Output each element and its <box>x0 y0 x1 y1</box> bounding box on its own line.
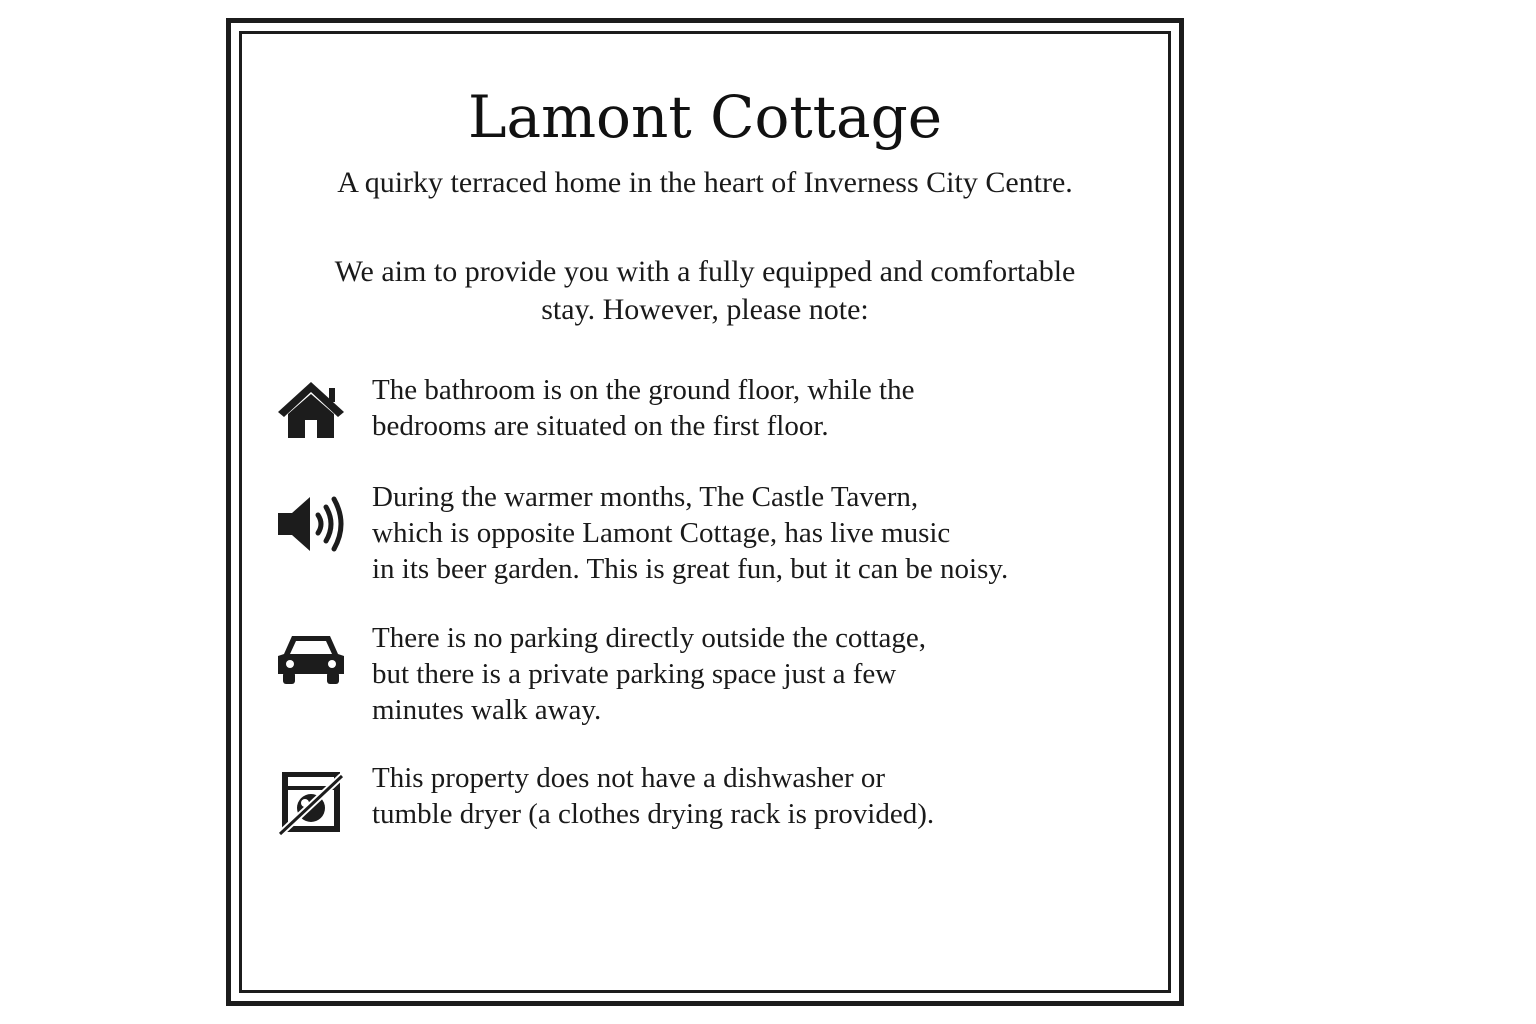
note-item-appliances <box>276 760 1148 838</box>
notice-frame <box>226 18 1184 1006</box>
intro-description: A quirky terraced home in the heart of Inverness City Centre. <box>337 166 1073 199</box>
notice-inner-border <box>239 31 1171 993</box>
note-item-parking <box>276 620 1148 728</box>
note-item-bathroom <box>276 372 1148 446</box>
note-text: During the warmer months, The Castle Tavern, which is opposite Lamont Cottage, has live music in its beer garden. This is great fun, but it can be noisy. <box>372 481 1009 585</box>
no-washing-machine-icon <box>276 768 346 838</box>
note-item-noise <box>276 479 1148 587</box>
car-icon <box>276 624 346 694</box>
note-text: The bathroom is on the ground floor, while the bedrooms are situated on the first floor. <box>372 374 915 442</box>
intro-note: We aim to provide you with a fully equipped and comfortable stay. However, please note: <box>334 255 1076 326</box>
speaker-icon <box>276 489 346 559</box>
note-text: This property does not have a dishwasher or tumble dryer (a clothes drying rack is provided). <box>372 762 935 830</box>
page-title: Lamont Cottage <box>467 83 943 151</box>
note-text: There is no parking directly outside the cottage, but there is a private parking space just a few minutes walk away. <box>372 622 927 726</box>
house-icon <box>276 376 346 446</box>
